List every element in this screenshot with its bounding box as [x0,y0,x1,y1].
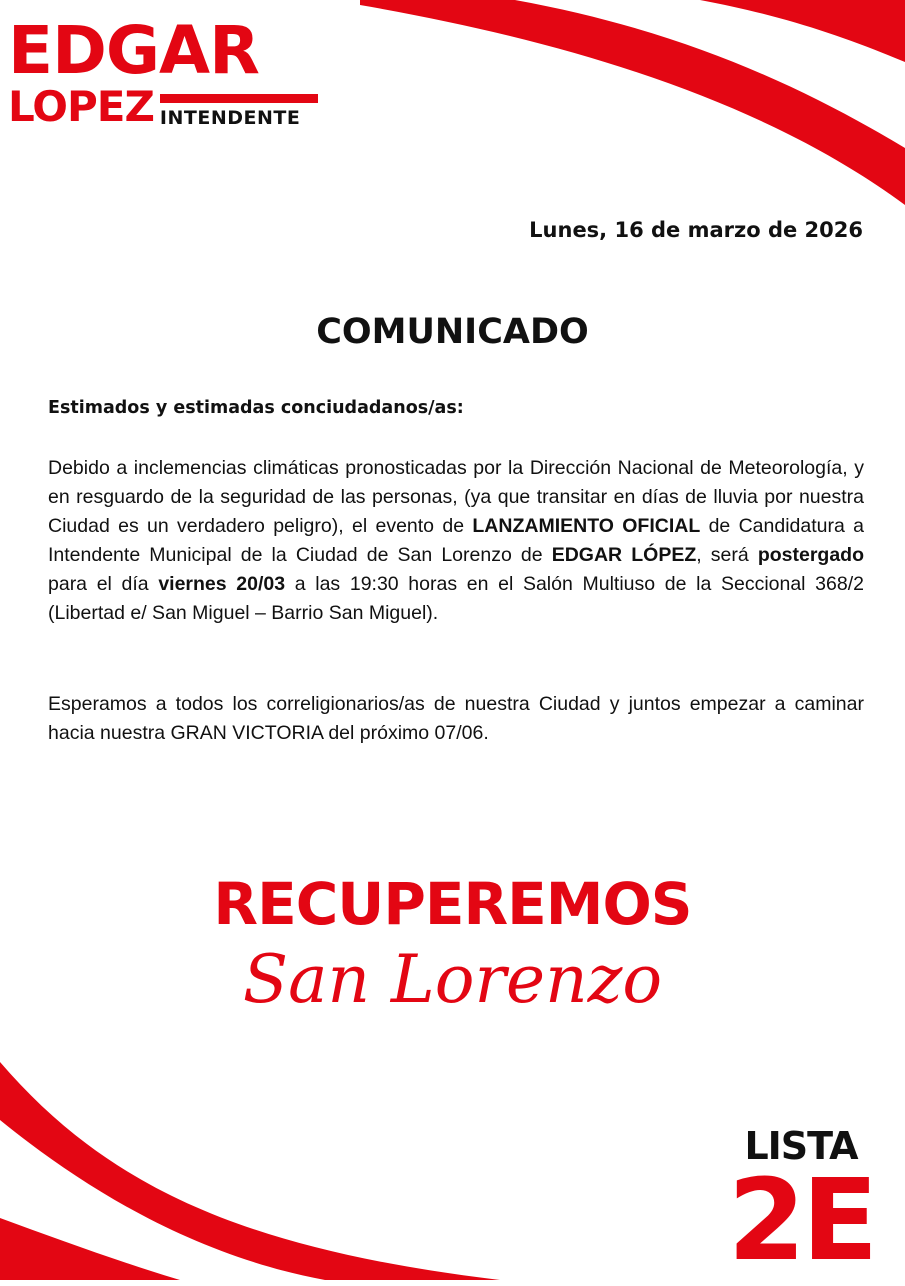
para1-bold-candidate: EDGAR LÓPEZ [551,544,697,566]
para1-text-1: Debido a inclemencias climáticas pronosticadas por la Dirección Nacional de Meteorología, y en resguardo de la seguridad de las personas, (ya que transitar en días de lluvia por nuestra Ciudad es un verdadero peligro), el evento de [48,457,864,537]
bottom-swoosh-lower [0,1218,180,1280]
list-number: 2E [727,1156,875,1286]
para1-text-5: a las 19:30 horas en el Salón Multiuso de la Seccional 368/2 (Libertad e/ San Miguel – Barrio San Miguel). [48,573,864,624]
body-paragraph-1 [48,454,864,628]
top-swoosh-outer [700,0,905,62]
para1-text-4: para el día [48,573,159,595]
logo-first-name [8,12,318,89]
body-paragraph-2: Esperamos a todos los correligionarios/as de nuestra Ciudad y juntos empezar a caminar hacia nuestra GRAN VICTORIA del próximo 07/06. [48,693,864,744]
para1-bold-event: LANZAMIENTO OFICIAL [472,515,701,537]
slogan-line-1: RECUPEREMOS [213,870,692,938]
logo-role: INTENDENTE [159,107,301,129]
para1-text-2: de Candidatura a Intendente Municipal de la Ciudad de San Lorenzo de [48,515,865,566]
logo-underline-bar [160,94,318,103]
document-title: COMUNICADO [316,312,589,352]
para1-bold-date: viernes 20/03 [158,573,286,595]
para1-bold-postponed: postergado [757,544,865,566]
logo-last-name: LOPEZ [8,82,154,131]
list-label: LISTA [744,1124,858,1168]
document-date: Lunes, 16 de marzo de 2026 [529,218,863,242]
list-badge [716,1124,886,1286]
salutation: Estimados y estimadas conciudadanos/as: [48,398,464,418]
candidate-logo [8,12,318,131]
slogan-line-2-script: San Lorenzo [242,941,663,1018]
logo-first-name-text: EDGAR [8,12,259,89]
para1-text-3: , será [696,544,758,566]
